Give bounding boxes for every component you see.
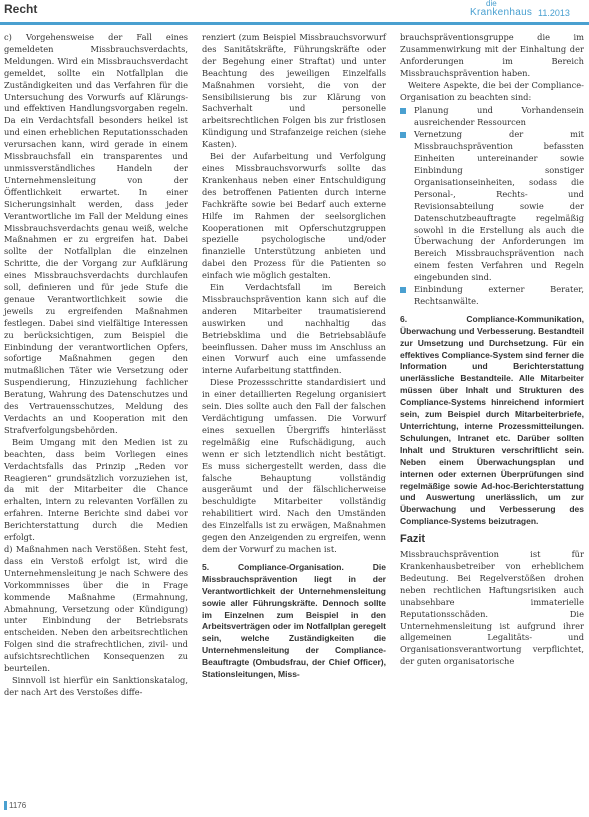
bullet-square-icon <box>400 287 406 293</box>
body-paragraph: Ein Verdachtsfall im Bereich Missbrauchsprävention kann sich auf die anderen Mitarbeiter traumatisierend auswirken und nachhaltig das Betriebsklima und die Betriebsabläufe beeinflussen. Daher muss im Anschluss an einen Vorwurf auch eine umfassende interne Aufarbeitung stattfinden. <box>202 282 386 376</box>
section-heading: Fazit <box>400 533 426 546</box>
bullet-text: Planung und Vorhandensein ausreichender Ressourcen <box>414 105 584 128</box>
page-number-marker <box>4 801 7 810</box>
body-paragraph: brauchspräventionsgruppe die im Zusammenwirkung mit der Einhaltung der Anforderungen im Bereich Missbrauchsprävention haben. <box>400 32 584 78</box>
body-paragraph: Bei der Aufarbeitung und Verfolgung eines Missbrauchsvorwurfs sollte das Krankenhaus neben einer Entschuldigung des betroffenen Patienten durch interne Fachkräfte sowie bei Bedarf auch externe Hilfe im Rahmen der seelsorglichen Kooperationen mit Opferschutzgruppen spezielle psychologische und/oder finanzielle Unterstützung anbieten und dabei den Prozess für die Patienten so einfach wie möglich gestalten. <box>202 151 386 281</box>
body-paragraph: Weitere Aspekte, die bei der Compliance-Organisation zu beachten sind: <box>400 79 584 102</box>
text-column-3 <box>400 32 584 668</box>
body-paragraph: Beim Umgang mit den Medien ist zu beachten, dass beim Vorliegen eines Verdachtsfalls das Prinzip „Reden vor Reagieren“ grundsätzlich vorzuziehen ist, da mit der Mitarbeiter die Chance erhalten, intern zu relevanten Vorfällen zu erfahren. Interne Berichte sind dabei vor Berichterstattung durch die Medien erfolgt. <box>4 436 188 543</box>
bullet-square-icon <box>400 132 406 138</box>
page-number-text: 1176 <box>9 801 27 810</box>
logo-main-text: Krankenhaus <box>470 7 533 18</box>
page-header <box>0 0 589 22</box>
text-column-2 <box>202 32 386 682</box>
page-number <box>4 801 26 810</box>
body-paragraph: renziert (zum Beispiel Missbrauchsvorwurf des Sanitätskräfte, Führungskräfte oder der Begehung einer Straftat) und unter Beachtung des jeweiligen Einzelfalls Maßnahmen vorsieht, die von der Sensibilisierung bis zur Klärung von Sachverhalt und personelle arbeitsrechtlichen Folgen bis zur fristlosen Kündigung und Strafanzeige reichen (siehe Kasten). <box>202 32 386 150</box>
numbered-section-paragraph: 6. Compliance-Kommunikation, Überwachung und Verbesserung. Bestandteil zur Umsetzung und Durchsetzung. Für ein effektives Compliance-System sind ferner die Information und Berichterstattung unerlässliche Bestandteile. Alle Mitarbeiter müssen über Inhalt und Strukturen des Compliance-Systems hinreichend informiert sein, zum Beispiel durch Mitarbeiterbriefe, Unterrichtung, interne Prozessmitteilungen. Schulungen, Intranet etc. Darüber sollten Inhalt und Strukturen verschriftlicht sein. Neben einem Überwachungsplan und internen oder externen Überprüfungen sind regelmäßige sowie Ad-hoc-Berichterstattung und Auswertung unerlässlich, um zur Überwachung und Verbesserung des Compliance-Systems beizutragen. <box>400 313 584 527</box>
bullet-item <box>400 105 584 129</box>
logo-top-text: die <box>486 0 497 8</box>
bullet-text: Einbindung externer Berater, Rechtsanwälte. <box>414 284 584 306</box>
bullet-square-icon <box>400 108 406 114</box>
bullet-text: Vernetzung der mit Missbrauchsprävention befassten Einheiten untereinander sowie Einbindung sonstiger Organisationseinheiten, sodass die Personal-, Rechts- und Revisionsabteilung sowie der Datenschutzbeauftragte regelmäßig sowohl in die Erstellung als auch die Überwachung der Anforderungen im Bereich Missbrauchsprävention nach einem festen Verfahren und Regeln eingebunden sind. <box>414 129 584 283</box>
body-paragraph: Sinnvoll ist hierfür ein Sanktionskatalog, der nach Art des Verstoßes diffe- <box>4 674 188 697</box>
bullet-item <box>400 129 584 284</box>
section-title: Recht <box>4 2 38 16</box>
body-paragraph: d) Maßnahmen nach Verstößen. Steht fest, dass ein Verstoß erfolgt ist, wird die Unternehmensleitung je nach Schwere des Vorkommnisses über die in Frage kommende Maßnahme (Ermahnung, Abmahnung, Versetzung oder Kündigung) unter Einbindung der Betriebsrats entscheiden. Neben den arbeitsrechtlichen Folgen sind die strafrechtlichen, zivil- und aufsichtsrechtlichen Konsequenzen zu beurteilen. <box>4 543 188 674</box>
journal-logo <box>470 0 532 20</box>
bullet-list <box>400 105 584 307</box>
body-paragraph: c) Vorgehensweise der Fall eines gemeldeten Missbrauchsverdachts, Meldungen. Wird ein Missbrauchsverdacht gemeldet, sollte ein Notfallplan die Zuständigkeiten und das Verfahren für die Untersuchung des Vorwurfs auf Klärungs- und effektiven Handlungsvorgaben regeln. Da ein Verdachtsfall besonders heikel ist und einen erheblichen Reputationsschaden verursachen kann, wird gerade in einem Missbrauchsfall ein transparentes und unmissverständliches Handeln der Unternehmensleitung von der Öffentlichkeit erwartet. In einer Sicherungsinhalt werden, dass jeder Verantwortliche im Fall der Meldung eines Missbrauchsverdachts genau weiß, welche Maßnahmen er zu ergreifen hat. Dabei sollte der Notfallplan die einzelnen Schritte, die der Vorgang zur Aufklärung eines Missbrauchsverdachts durchlaufen soll, definieren und für jede Stufe die genaue Verantwortlichkeit sowie die jeweils zu ergreifenden Maßnahmen festlegen. Dabei sind vielfältige Interessen zu berücksichtigen, zum Beispiel die Einbindung der verantwortlichen Opfers, sofortige Maßnahmen gegen den mutmaßlichen Täter wie Versetzung oder Suspendierung, Hinzuziehung fachlicher Beratung, Wahrung des Datenschutzes und des Vertrauensschutzes, Meldung des Verdachts an und Kooperation mit den Strafverfolgungsbehörden. <box>4 32 188 435</box>
numbered-section-paragraph: 5. Compliance-Organisation. Die Missbrauchsprävention liegt in der Verantwortlichkeit der Unternehmensleitung sowie aller Führungskräfte. Dennoch sollte im Einzelnen zum Beispiel in den Arbeitsverträgen oder im Notfallplan geregelt sein, welche Zuständigkeiten die Unternehmensleitung der Compliance-Beauftragte (Ombudsfrau, der Chief Officer), Stationsleitungen, Miss- <box>202 561 386 680</box>
body-paragraph: Missbrauchsprävention ist für Krankenhausbetreiber von erheblichem Bedeutung. Bei Regelverstößen drohen neben rechtlichen Haftungsrisiken auch unabsehbare immaterielle Reputationsschäden. Die Unternehmensleitung ist aufgrund ihrer allgemeinen Legalitäts- und Organisationsverantwortung verpflichtet, der guten organisatorische <box>400 549 584 667</box>
text-column-1 <box>4 32 188 699</box>
header-rule <box>0 22 589 25</box>
issue-number: 11.2013 <box>538 8 570 18</box>
bullet-item <box>400 284 584 308</box>
body-paragraph: Diese Prozessschritte standardisiert und in einer detaillierten Regelung organisiert sein. Dies sollte auch den Fall der falschen Verdächtigung umfassen. Die Vorwurf eines sexuellen Übergriffs hinterlässt regelmäßig eine Rufschädigung, auch wenn er sich letztendlich nicht bestätigt. Es muss sichergestellt werden, dass die falsche Behauptung vollständig ausgeräumt und der fälschlicherweise beschuldigte Mitarbeiter vollständig rehabilitiert wird. Nach den Umständen des Einzelfalls ist zu erwägen, Maßnahmen gegen den Anzeigenden zu ergreifen, wenn dem der Vorwurf zu machen ist. <box>202 377 386 554</box>
